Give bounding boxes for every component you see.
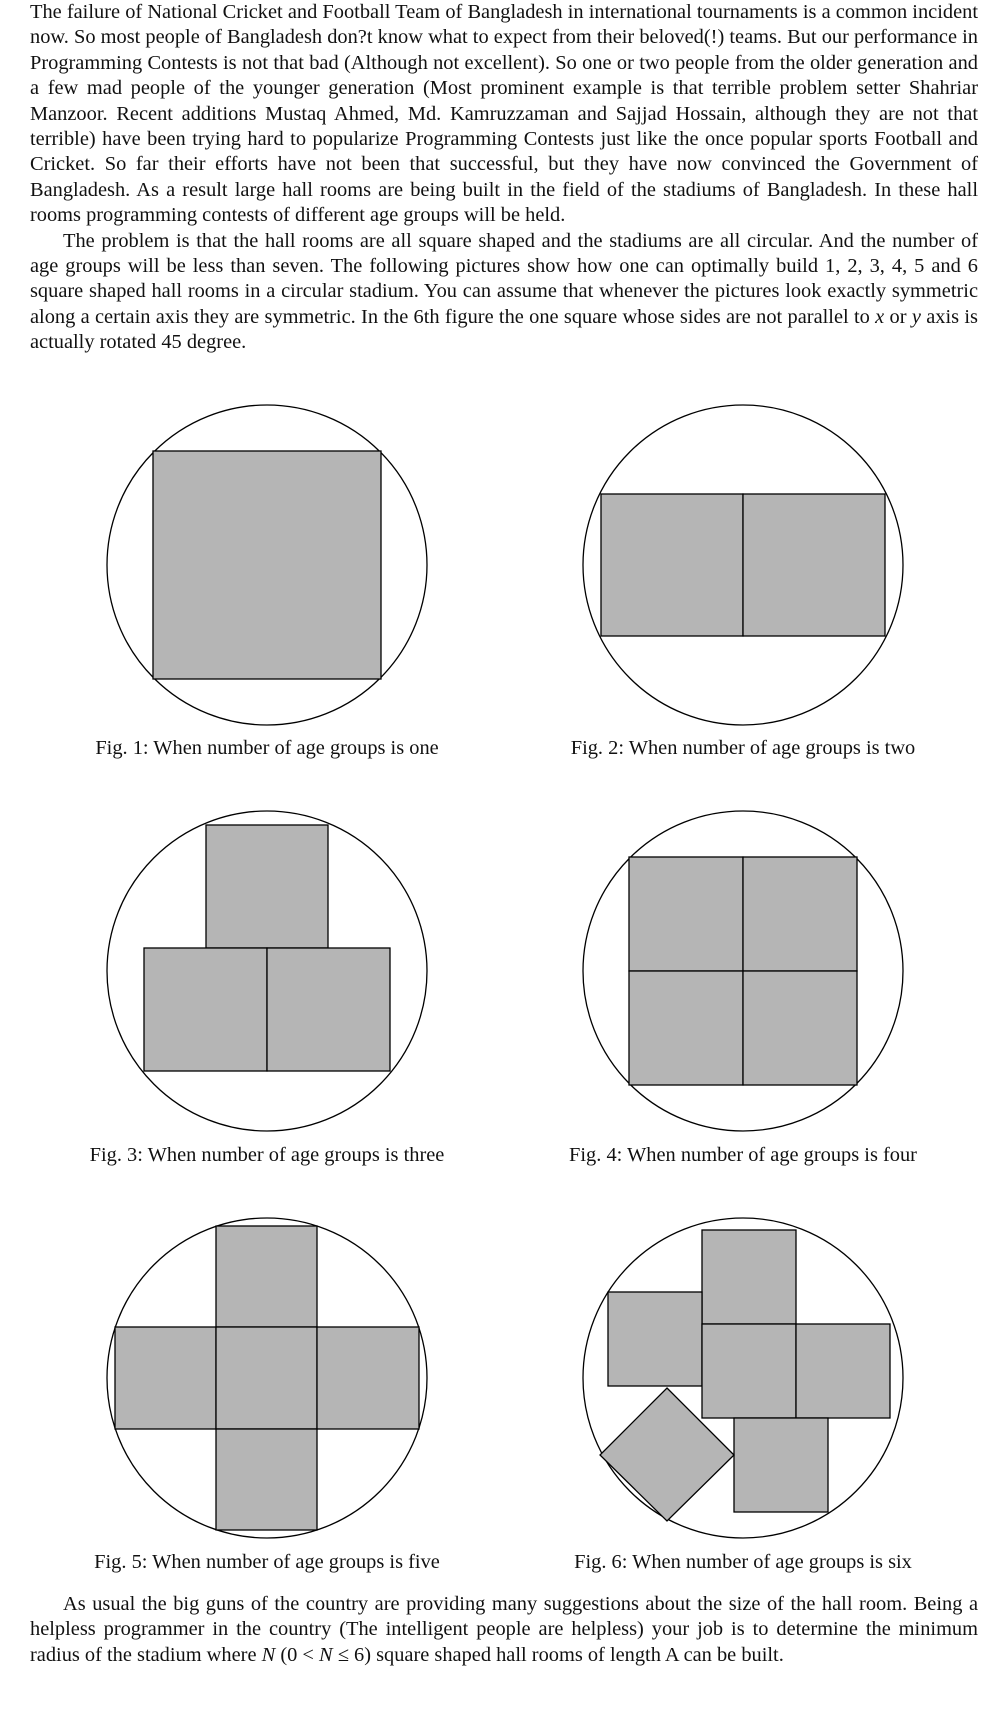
p3-cond-b: ≤ 6)	[332, 1643, 371, 1666]
n-var-2: N	[319, 1643, 333, 1666]
hall-square	[702, 1230, 796, 1324]
figure-6-caption: Fig. 6: When number of age groups is six	[574, 1551, 912, 1573]
x-axis-var: x	[875, 305, 885, 328]
y-axis-var: y	[911, 305, 921, 328]
hall-square	[702, 1324, 796, 1418]
figure-2-caption: Fig. 2: When number of age groups is two	[570, 737, 916, 759]
closing-statement	[30, 1592, 978, 1668]
p3-text-b: square shaped hall rooms of length A can be built.	[370, 1643, 784, 1666]
figure-5-caption: Fig. 5: When number of age groups is five	[94, 1551, 440, 1573]
n-var: N	[261, 1643, 276, 1666]
figure-4-caption: Fig. 4: When number of age groups is four	[569, 1144, 917, 1166]
figure-3-caption: Fig. 3: When number of age groups is three	[89, 1144, 445, 1166]
figure-1-caption: Fig. 1: When number of age groups is one	[95, 737, 439, 759]
p2-text-b: axis is actually rotated 45 degree.	[30, 305, 978, 354]
p3-cond-a: (0 <	[275, 1643, 319, 1666]
outro-paragraph	[30, 1592, 978, 1668]
p2-text-a: The problem is that the hall rooms are all square shaped and the stadiums are all circular. And the number of age groups will be less than seven. The following pictures show how one can optimally build 1, 2, 3, 4, 5 and 6 square shaped hall rooms in a circular stadium. You can assume that whenever the pictures look exactly symmetric along a certain axis they are symmetric. In the 6th figure the one square whose sides are not parallel to	[30, 229, 978, 328]
hall-square	[608, 1292, 702, 1386]
hall-square	[734, 1418, 828, 1512]
p3-text-a: As usual the big guns of the country are providing many suggestions about the size of the hall room. Being a helpless programmer in the country (The intelligent people are helpless) your job is to determine the minimum radius of the stadium where	[30, 1593, 978, 1666]
hall-square	[796, 1324, 890, 1418]
intro-paragraph-1: The failure of National Cricket and Football Team of Bangladesh in international tournaments is a common incident now. So most people of Bangladesh don?t know what to expect from their beloved(!) teams. But our performance in Programming Contests is not that bad (Although not excellent). So one or two people from the older generation and a few mad people of the younger generation (Most prominent example is that terrible problem setter Shahriar Manzoor. Recent additions Mustaq Ahmed, Md. Kamruzzaman and Sajjad Hossain, although they are not that terrible) have been trying hard to popularize Programming Contests just like the once popular sports Football and Cricket. So far their efforts have not been that successful, but they have now convinced the Government of Bangladesh. As a result large hall rooms are being built in the field of the stadiums of Bangladesh. In these hall rooms programming contests of different age groups will be held.	[30, 1, 978, 227]
p2-or: or	[884, 305, 912, 328]
